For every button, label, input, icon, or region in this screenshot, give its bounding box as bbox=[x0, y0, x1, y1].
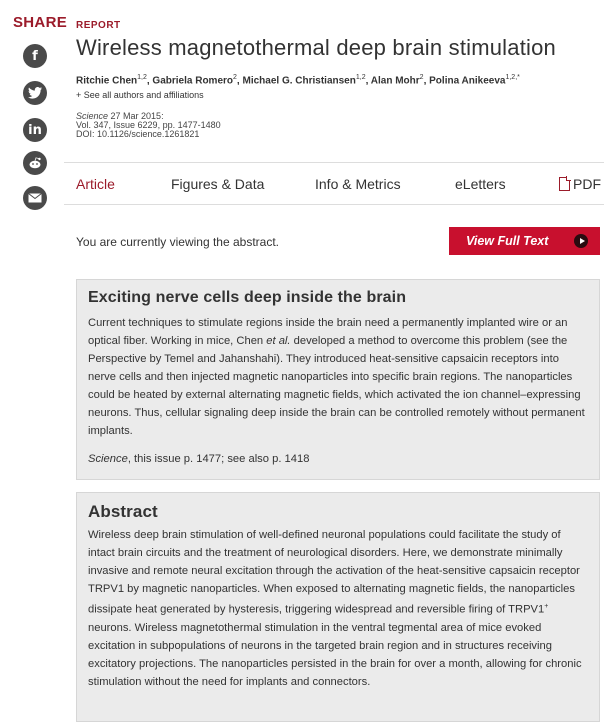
author-name[interactable]: Michael G. Christiansen bbox=[242, 75, 356, 87]
publish-date: 27 Mar 2015: bbox=[108, 111, 164, 121]
viewing-notice: You are currently viewing the abstract. bbox=[76, 235, 279, 249]
article-type-label: REPORT bbox=[76, 20, 121, 31]
author-affiliation: 1,2 bbox=[137, 74, 147, 81]
pdf-icon bbox=[559, 177, 570, 191]
share-panel bbox=[12, 14, 68, 31]
view-full-text-label: View Full Text bbox=[466, 234, 549, 248]
article-title: Wireless magnetothermal deep brain stimulation bbox=[76, 35, 556, 60]
summary-heading: Exciting nerve cells deep inside the brain bbox=[88, 289, 407, 306]
author-affiliation: 1,2 bbox=[355, 74, 366, 81]
tabs-divider-bottom bbox=[64, 204, 604, 205]
email-icon[interactable] bbox=[23, 186, 47, 210]
share-label: SHARE bbox=[13, 14, 68, 31]
tab-eletters[interactable]: eLetters bbox=[455, 176, 506, 192]
summary-issue-reference: Science, this issue p. 1477; see also p. 1418 bbox=[88, 453, 310, 465]
doi[interactable]: DOI: 10.1126/science.1261821 bbox=[76, 129, 200, 139]
linkedin-icon[interactable]: in bbox=[23, 118, 47, 142]
tab-pdf-label: PDF bbox=[573, 176, 601, 192]
abstract-heading: Abstract bbox=[88, 502, 158, 521]
journal-name: Science bbox=[76, 111, 109, 121]
tab-info-metrics[interactable]: Info & Metrics bbox=[315, 176, 401, 192]
author-name[interactable]: Polina Anikeeva bbox=[429, 75, 506, 87]
author-name[interactable]: Gabriela Romero bbox=[152, 75, 234, 87]
view-full-text-button[interactable] bbox=[449, 227, 600, 255]
abstract-text: Wireless deep brain stimulation of well-defined neuronal populations could facilitate the study of intact brain circuits and the treatment of neurological disorders. Here, we demonstrate minimally invasive and remote neural excitation through the activation of the heat-sensitive capsaicin receptor TRPV1 by magnetic nanoparticles. When exposed to alternating magnetic fields, the nanoparticles dissipate heat generated by hysteresis, triggering widespread and reversible firing of TRPV1+ neurons. Wireless magnetothermal stimulation in the ventral tegmental area of mice evoked excitation in subpopulations of neurons in the targeted brain region and in structures receiving excitatory projections. The nanoparticles persisted in the brain for over a month, allowing for chronic stimulation without the need for implants and connectors. bbox=[88, 529, 582, 688]
author-name[interactable]: Ritchie Chen bbox=[76, 75, 138, 87]
citation-block bbox=[76, 112, 221, 139]
reddit-icon[interactable] bbox=[23, 151, 47, 175]
facebook-icon[interactable]: f bbox=[23, 44, 47, 68]
tabs-divider-top bbox=[64, 162, 604, 163]
see-all-authors-link[interactable]: + See all authors and affiliations bbox=[76, 90, 204, 100]
volume-info: Vol. 347, Issue 6229, pp. 1477-1480 bbox=[76, 120, 221, 130]
tab-pdf[interactable] bbox=[559, 176, 601, 192]
author-affiliation: 1,2,* bbox=[505, 74, 520, 81]
author-name[interactable]: Alan Mohr bbox=[370, 75, 420, 87]
abstract-box bbox=[76, 492, 600, 722]
editor-summary-box bbox=[76, 279, 600, 480]
issue-page-link[interactable]: 1477 bbox=[196, 453, 222, 465]
tab-figures-data[interactable]: Figures & Data bbox=[171, 176, 265, 192]
summary-text: Current techniques to stimulate regions inside the brain need a permanently implanted wire or an optical fiber. Working in mice, Chen et al. developed a method to overcome this problem (see the Perspective by Temel and Jahanshahi). They introduced heat-sensitive capsaicin receptors into nerve cells and then injected magnetic nanoparticles into specific brain regions. The nanoparticles could be heated by external alternating magnetic fields, which activated the ion channel–expressing neurons. Thus, cellular signaling deep inside the brain can be controlled remotely without permanent implants. bbox=[88, 317, 585, 437]
twitter-icon[interactable] bbox=[23, 81, 47, 105]
author-affiliation: 2 bbox=[233, 74, 237, 81]
author-list: Ritchie Chen$^{1,2}$, Gabriela Romero$^2$, Michael G. Christiansen$^{1,2}$, Alan Mohr$^2$, Polina Anikeeva$^{1,2,*}$ bbox=[76, 74, 520, 87]
tab-article[interactable]: Article bbox=[76, 176, 115, 192]
author-affiliation: 2 bbox=[419, 74, 424, 81]
play-arrow-icon bbox=[574, 234, 588, 248]
see-also-page-link[interactable]: 1418 bbox=[284, 453, 310, 465]
